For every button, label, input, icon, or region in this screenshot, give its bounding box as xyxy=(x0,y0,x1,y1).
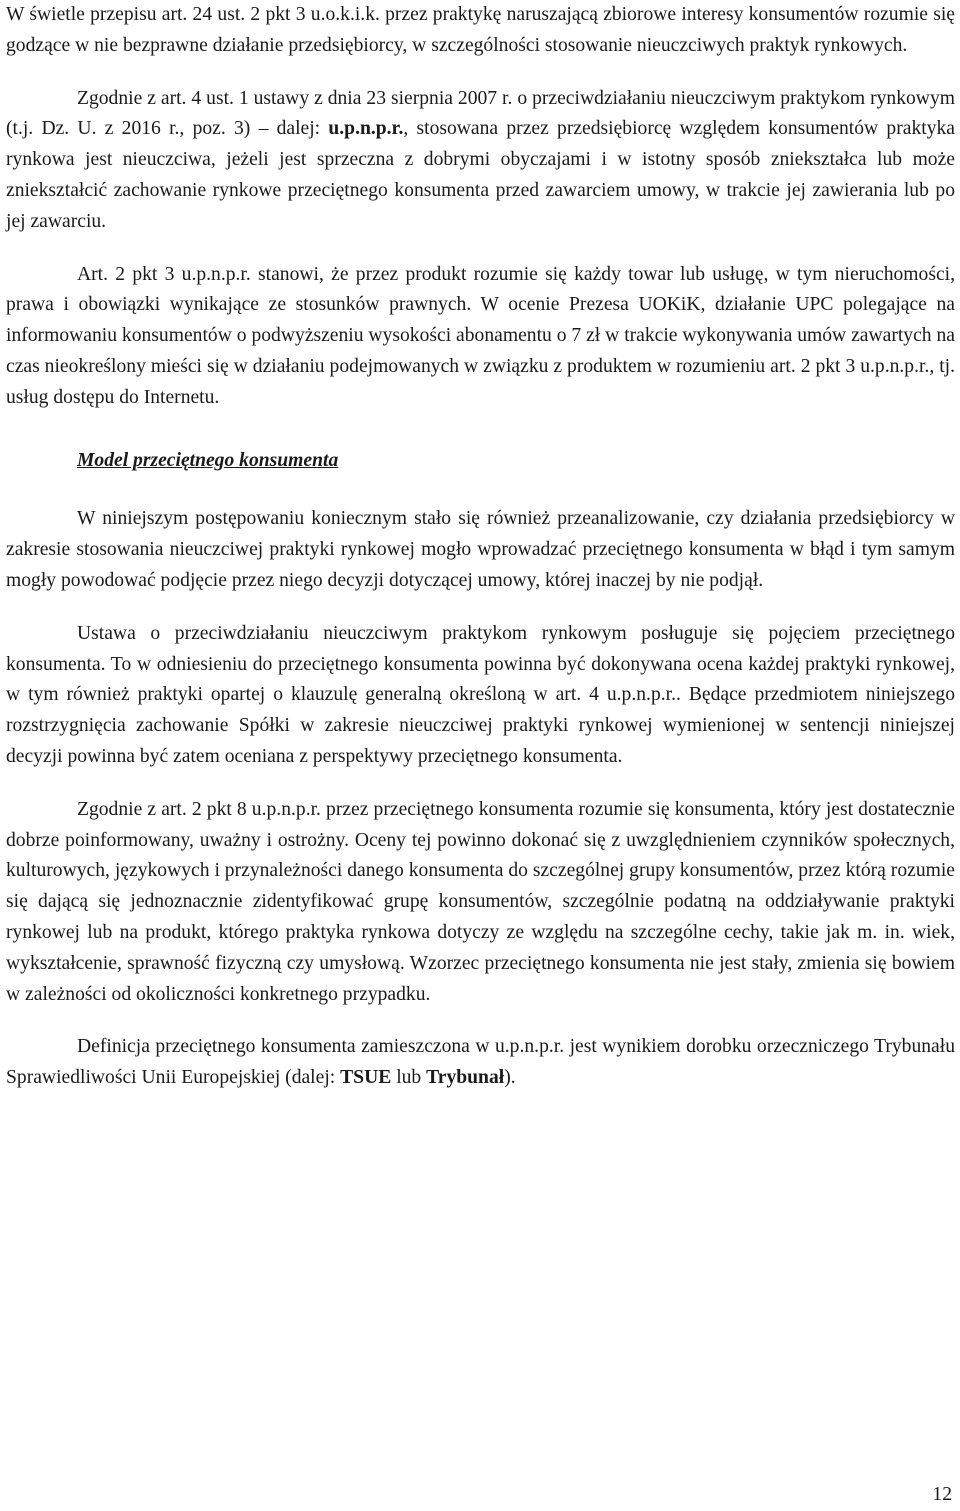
paragraph-7-text-end: ). xyxy=(504,1067,516,1089)
paragraph-2-text-a: Zgodnie z art. 4 ust. 1 ustawy z dnia 23 sierpnia 2007 r. o przeciwdziałaniu nieuczciwym praktykom rynkowym (t.j. Dz. U. z 2016 r., poz. 3) – dalej: xyxy=(6,87,955,140)
paragraph-4: W niniejszym postępowaniu koniecznym stało się również przeanalizowanie, czy działania przedsiębiorcy w zakresie stosowania nieuczciwej praktyki rynkowej mogło wprowadzać przeciętnego konsumenta w błąd i tym samym mogły powodować podjęcie przez niego decyzji dotyczącej umowy, której inaczej by nie podjął. xyxy=(6,508,955,591)
paragraph-2 xyxy=(6,84,955,238)
paragraph-7 xyxy=(6,1032,955,1094)
paragraph-7-trybunal: Trybunał xyxy=(426,1067,505,1089)
section-heading: Model przeciętnego konsumenta xyxy=(77,449,339,471)
paragraph-7-tsue: TSUE xyxy=(340,1067,392,1089)
paragraph-7-text-a: Definicja przeciętnego konsumenta zamieszczona w u.p.n.p.r. jest wynikiem dorobku orzeczniczego Trybunału Sprawiedliwości Unii Europejskiej (dalej: xyxy=(6,1036,955,1089)
page-number: 12 xyxy=(932,1484,952,1505)
paragraph-2-text-b: , stosowana przez przedsiębiorcę względem konsumentów praktyka rynkowa jest nieuczciwa, jeżeli jest sprzeczna z dobrymi obyczajami i w istotny sposób zniekształca lub może zniekształcić zachowanie rynkowe przeciętnego konsumenta przed zawarciem umowy, w trakcie jej zawierania lub po jej zawarciu. xyxy=(6,118,955,232)
document-page xyxy=(6,0,955,1094)
paragraph-7-text-mid: lub xyxy=(391,1067,427,1089)
paragraph-5: Ustawa o przeciwdziałaniu nieuczciwym praktykom rynkowym posługuje się pojęciem przeciętnego konsumenta. To w odniesieniu do przeciętnego konsumenta powinna być dokonywana ocena każdej praktyki rynkowej, w tym również praktyki opartej o klauzulę generalną określoną w art. 4 u.p.n.p.r.. Będące przedmiotem niniejszego rozstrzygnięcia zachowanie Spółki w zakresie nieuczciwej praktyki rynkowej wymienionej w sentencji niniejszej decyzji powinna być zatem oceniana z perspektywy przeciętnego konsumenta. xyxy=(6,622,955,767)
paragraph-2-abbreviation: u.p.n.p.r. xyxy=(328,118,404,140)
paragraph-3: Art. 2 pkt 3 u.p.n.p.r. stanowi, że przez produkt rozumie się każdy towar lub usługę, w tym nieruchomości, prawa i obowiązki wynikające ze stosunków prawnych. W ocenie Prezesa UOKiK, działanie UPC polegające na informowaniu konsumentów o podwyższeniu wysokości abonamentu o 7 zł w trakcie wykonywania umów zawartych na czas nieokreślony mieści się w działaniu podejmowanych w związku z produktem w rozumieniu art. 2 pkt 3 u.p.n.p.r., tj. usług dostępu do Internetu. xyxy=(6,263,955,408)
paragraph-1: W świetle przepisu art. 24 ust. 2 pkt 3 u.o.k.i.k. przez praktykę naruszającą zbiorowe interesy konsumentów rozumie się godzące w nie bezprawne działanie przedsiębiorcy, w szczególności stosowanie nieuczciwych praktyk rynkowych. xyxy=(6,4,955,56)
paragraph-6: Zgodnie z art. 2 pkt 8 u.p.n.p.r. przez przeciętnego konsumenta rozumie się konsumenta, który jest dostatecznie dobrze poinformowany, uważny i ostrożny. Oceny tej powinno dokonać się z uwzględnieniem czynników społecznych, kulturowych, językowych i przynależności danego konsumenta do szczególnej grupy konsumentów, przez którą rozumie się dającą się jednoznacznie zidentyfikować grupę konsumentów, szczególnie podatną na oddziaływanie praktyki rynkowej lub na produkt, którego praktyka rynkowa dotyczy ze względu na szczególne cechy, takie jak m. in. wiek, wykształcenie, sprawność fizyczną czy umysłową. Wzorzec przeciętnego konsumenta nie jest stały, zmienia się bowiem w zależności od okoliczności konkretnego przypadku. xyxy=(6,798,955,1005)
